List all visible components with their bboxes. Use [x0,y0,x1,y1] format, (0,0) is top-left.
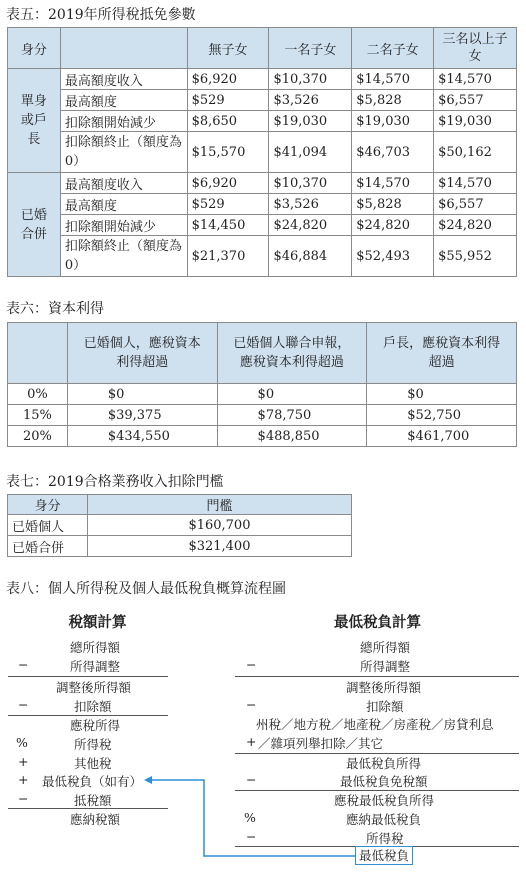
table5-cell: $6,920 [187,69,269,90]
table6-header-head: 戶長，應稅資本利得超過 [367,323,517,384]
table5-cell: $15,570 [187,132,269,173]
table6-cell: $488,850 [217,426,367,447]
flow-left-op: % [16,735,28,750]
table5-cell: $14,570 [352,69,434,90]
table6-cell: $52,750 [367,405,517,426]
flow-left-op: − [18,791,29,806]
table5-cell: $24,820 [352,215,434,236]
table6-caption: 表六：資本利得 [6,301,104,317]
flow-caption: 表八：個人所得稅及個人最低稅負概算流程圖 [6,581,286,597]
flow-right-op: − [246,772,257,787]
flow-right-step: 扣除額 [366,699,404,714]
table7-header-threshold: 門檻 [87,495,351,515]
flow-right-op: − [246,697,257,712]
table5-row-label: 最高額度收入 [60,69,187,90]
table5-cell: $529 [187,194,269,215]
table7-status: 已婚個人 [8,515,88,536]
flow-right-op: + [246,734,257,749]
table5-cell: $14,570 [352,173,434,194]
table5-row-label: 扣除額開始減少 [60,215,187,236]
table5-row-label: 最高額度 [60,194,187,215]
table6-cell: $0 [67,384,217,405]
table6-rate: 15% [8,405,68,426]
table7-header-status: 身分 [8,495,88,515]
flow-right-step: 應稅最低稅負所得 [334,793,435,808]
flow-right-step: 所得調整 [360,659,411,674]
table5-row-label: 扣除額開始減少 [60,111,187,132]
table5-cell: $10,370 [269,69,352,90]
table5-cell: $5,828 [352,194,434,215]
flow-left-step: 其他稅 [74,756,112,771]
table6-header-married: 已婚個人，應稅資本利得超過 [67,323,217,384]
table6-rate: 0% [8,384,68,405]
table5-row-label: 最高額度收入 [60,173,187,194]
table5-row-label: 扣除額終止（額度為0） [60,236,187,277]
table6-rate: 20% [8,426,68,447]
table7-value: $321,400 [87,536,351,557]
table5-row-label: 最高額度 [60,90,187,111]
table5-cell: $19,030 [269,111,352,132]
table5-cell: $3,526 [269,90,352,111]
table5-header-col2: 一名子女 [269,28,352,69]
flow-left-op: + [18,754,29,769]
flow-left-step: 總所得額 [70,640,121,655]
table5-cell: $24,820 [269,215,352,236]
flow-right-step: 州稅／地方稅／地產稅／房產稅／房貸利息 [256,717,494,732]
flow-right-step: 所得稅 [366,831,404,846]
flow-right-step: 調整後所得額 [346,680,422,695]
table6-cell: $78,750 [217,405,367,426]
flow-arrow-line [150,780,356,856]
flow-left-step: 最低稅負（如有） [42,774,143,789]
flow-right-step: 最低稅負免稅額 [340,774,428,789]
flow-left-op: + [18,772,29,787]
flow-right-step: ／雜項列舉扣除／其它 [258,736,384,751]
table5-cell: $8,650 [187,111,269,132]
table7-caption: 表七：2019合格業務收入扣除門檻 [6,474,224,490]
flow-left-step: 應稅所得 [70,718,121,733]
table5-cell: $6,557 [434,90,517,111]
table5-caption: 表五：2019年所得稅抵免參數 [6,7,196,23]
table5-cell: $24,820 [434,215,517,236]
flow-arrow-head [144,776,152,784]
flow-left-step: 抵稅額 [74,793,112,808]
table7-status: 已婚合併 [8,536,88,557]
flow-right-step: 總所得額 [360,640,411,655]
table5-cell: $21,370 [187,236,269,277]
table5-row-label: 扣除額終止（額度為0） [60,132,187,173]
table5-cell: $41,094 [269,132,352,173]
table5-cell: $14,570 [434,69,517,90]
flow-right-op: − [246,829,257,844]
table5-cell: $46,884 [269,236,352,277]
flow-right-step: 應納最低稅負 [346,812,422,827]
flow-left-title: 稅額計算 [68,614,127,631]
table6-cell: $39,375 [67,405,217,426]
flow-left-step: 應納稅額 [70,812,121,827]
table6-cell: $434,550 [67,426,217,447]
table5-cell: $3,526 [269,194,352,215]
flow-left-op: − [18,657,29,672]
table5-cell: $529 [187,90,269,111]
flow-left-step: 調整後所得額 [56,680,132,695]
table6-cell: $461,700 [367,426,517,447]
table5-cell: $14,450 [187,215,269,236]
table5-cell: $5,828 [352,90,434,111]
table5-status-married: 已婚合併 [8,173,61,277]
table6-header-joint: 已婚個人聯合申報，應稅資本利得超過 [217,323,367,384]
flow-left-step: 所得稅 [74,737,112,752]
table5-cell: $50,162 [434,132,517,173]
table6-cell: $0 [367,384,517,405]
flow-right-step: 最低稅負所得 [346,756,422,771]
flow-left-op: − [18,697,29,712]
table5-cell: $10,370 [269,173,352,194]
table5-cell: $6,557 [434,194,517,215]
flow-right-title: 最低稅負計算 [334,614,421,631]
flow-left-step: 所得調整 [70,659,121,674]
table6-cell: $0 [217,384,367,405]
table7-value: $160,700 [87,515,351,536]
table5-cell: $6,920 [187,173,269,194]
table5-cell: $55,952 [434,236,517,277]
table5-cell: $14,570 [434,173,517,194]
table5-header-status: 身分 [8,28,61,69]
flow-right-op: % [244,810,256,825]
table5-status-single: 單身或戶長 [8,69,61,173]
flow-min-tax-box: 最低稅負 [355,846,413,865]
flow-left-step: 扣除額 [74,699,112,714]
flow-right-op: − [246,657,257,672]
table5-cell: $46,703 [352,132,434,173]
table5-header-col1: 無子女 [187,28,269,69]
table5-cell: $19,030 [434,111,517,132]
table5-header-col4: 三名以上子女 [434,28,517,69]
table5-cell: $52,493 [352,236,434,277]
table5-header-col3: 二名子女 [352,28,434,69]
table5-cell: $19,030 [352,111,434,132]
